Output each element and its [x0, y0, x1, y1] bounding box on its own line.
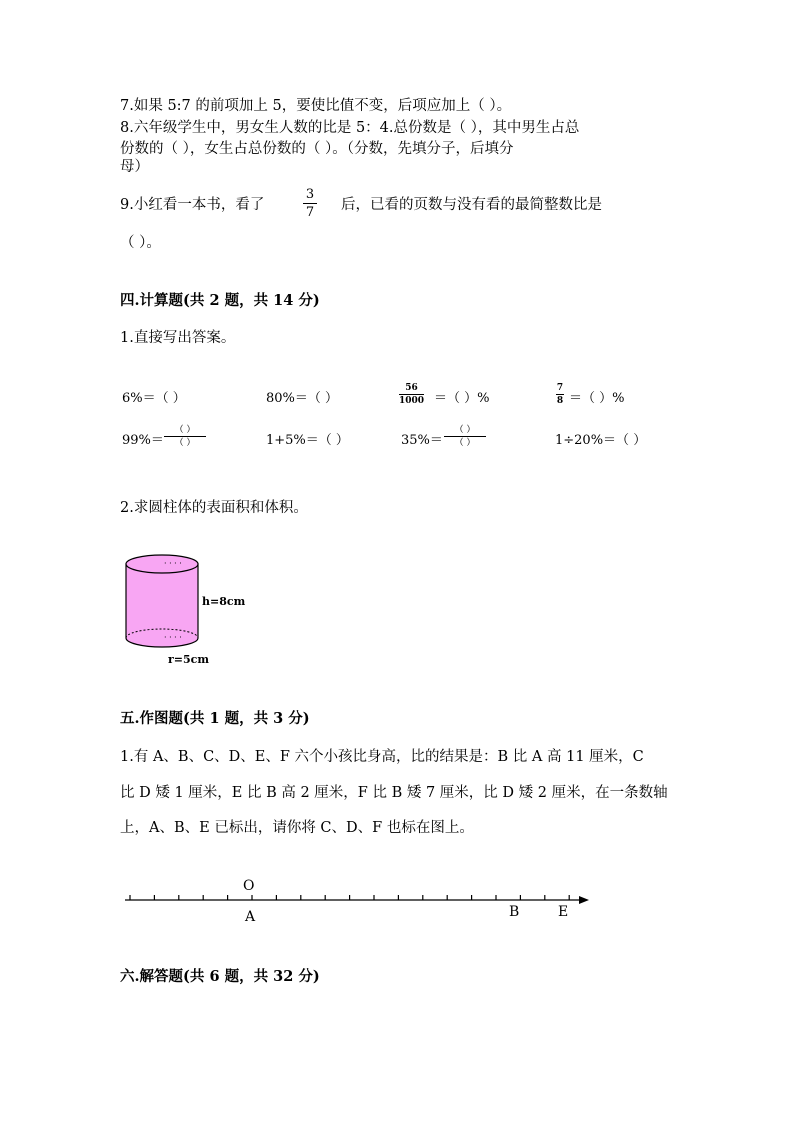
question-9-fraction: [303, 188, 317, 219]
calc-r2c4: 1÷20%＝（ ）: [555, 433, 647, 448]
calc-r1c2: 80%＝（ ）: [266, 391, 339, 406]
section-4-title: 四.计算题(共 2 题，共 14 分): [120, 292, 320, 309]
calc-r1c3-rest: ＝（ ）%: [434, 391, 490, 406]
question-9-prefix: 9.小红看一本书，看了: [120, 197, 265, 213]
calc-r2c3-prefix: 35%＝: [401, 433, 443, 448]
radius-label: r=5cm: [168, 653, 210, 666]
fraction-denominator: 1000: [399, 396, 425, 406]
fraction-bar: [164, 436, 206, 437]
fraction-denominator: 7: [305, 205, 315, 220]
fraction-numerator: （ ）: [174, 425, 196, 435]
origin-label: O: [243, 878, 255, 894]
calc-r1c4-rest: ＝（ ）%: [569, 391, 625, 406]
question-9-blank: （ ）。: [120, 235, 161, 251]
calc-r2c1-blank-fraction: [164, 425, 206, 448]
cylinder-body: [126, 564, 198, 647]
bottom-radius-dots: · · · ·: [164, 633, 182, 642]
fraction-numerator: （ ）: [454, 425, 476, 435]
number-line: [115, 872, 600, 932]
question-9-suffix: 后，已看的页数与没有看的最简整数比是: [341, 197, 602, 213]
fraction-bar: [303, 203, 317, 204]
point-e-label: E: [558, 904, 569, 920]
fraction-numerator: 7: [556, 383, 564, 393]
question-8-line-1: 8.六年级学生中，男女生人数的比是 5：4.总份数是（ ），其中男生占总: [120, 120, 580, 136]
calc-r2c1-prefix: 99%＝: [122, 433, 164, 448]
section-6-title: 六.解答题(共 6 题，共 32 分): [120, 968, 320, 985]
calc-r2c2: 1+5%＝（ ）: [266, 433, 349, 448]
fraction-denominator: （ ）: [454, 438, 476, 448]
fraction-bar: [399, 394, 424, 395]
point-a-label: A: [245, 909, 256, 925]
top-radius-dots: · · · ·: [164, 559, 182, 568]
section-5-question-line-2: 比 D 矮 1 厘米，E 比 B 高 2 厘米，F 比 B 矮 7 厘米，比 D 矮 2 厘米，在一条数轴: [120, 785, 668, 801]
fraction-bar: [556, 394, 564, 395]
number-line-ticks: [130, 895, 569, 900]
number-line-arrow: [579, 896, 589, 904]
fraction-bar: [444, 436, 486, 437]
fraction-numerator: 56: [405, 383, 418, 393]
section-5-question-line-3: 上，A、B、E 已标出，请你将 C、D、F 也标在图上。: [120, 820, 474, 836]
question-7: 7.如果 5:7 的前项加上 5，要使比值不变，后项应加上（ ）。: [120, 98, 512, 114]
section-5-question-line-1: 1.有 A、B、C、D、E、F 六个小孩比身高，比的结果是：B 比 A 高 11 厘米，C: [120, 749, 644, 765]
height-label: h=8cm: [202, 595, 246, 608]
section-4-question-1: 1.直接写出答案。: [120, 330, 236, 346]
calc-r1c3-fraction: [399, 383, 424, 406]
section-5-title: 五.作图题(共 1 题，共 3 分): [120, 710, 310, 727]
calc-r1c1: 6%＝（ ）: [122, 391, 186, 406]
fraction-denominator: （ ）: [174, 438, 196, 448]
point-b-label: B: [509, 904, 520, 920]
section-4-question-2: 2.求圆柱体的表面积和体积。: [120, 500, 308, 516]
calc-r2c3-blank-fraction: [444, 425, 486, 448]
fraction-denominator: 8: [556, 396, 564, 406]
cylinder-diagram: [118, 550, 258, 670]
question-8-line-3: 母）: [120, 159, 149, 175]
calc-r1c4-fraction: [556, 383, 564, 406]
question-8-line-2: 份数的（ ），女生占总份数的（ ）。（分数，先填分子，后填分: [120, 141, 514, 157]
fraction-numerator: 3: [305, 187, 315, 202]
cylinder-top: [126, 555, 198, 573]
